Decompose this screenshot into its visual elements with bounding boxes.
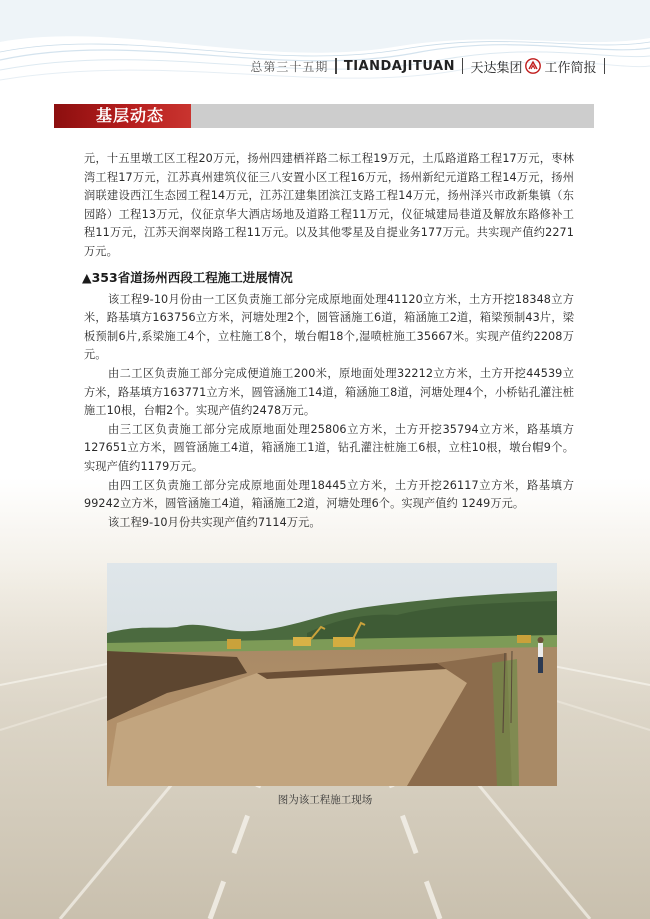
- header-wave-decoration: [0, 0, 650, 100]
- issue-number: 总第三十五期: [250, 59, 329, 74]
- header-divider: [604, 58, 606, 74]
- paragraph-total: 该工程9-10月份共实现产值约7114万元。: [108, 515, 321, 529]
- section-header-bar: [54, 104, 594, 128]
- article-body: [84, 150, 574, 532]
- paragraph-zone-1: 该工程9-10月份由一工区负责施工部分完成原地面处理41120立方米，土方开挖18348立方米，路基填方163756立方米，河塘处理2个，圆管涵施工6道，箱涵施工2道，箱梁预制43片，梁板预制6片,系梁施工4个，立柱施工8个，墩台帽18个,湿喷桩施工35667米。实现产值约2208万元。: [84, 292, 574, 362]
- paragraph-zone-4: 由四工区负责施工部分完成原地面处理18445立方米，土方开挖26117立方米，路基填方99242立方米，圆管涵施工4道，箱涵施工2道，河塘处理6个。实现产值约 1249万元。: [84, 478, 574, 511]
- photo-caption: 图为该工程施工现场: [277, 794, 373, 806]
- page-header: [250, 56, 612, 76]
- brand-chinese-name: 天达集团: [470, 60, 523, 76]
- brand-english-name: TIANDAJITUAN: [343, 58, 455, 74]
- header-divider: [462, 58, 464, 74]
- construction-site-photo: [107, 563, 557, 786]
- company-logo-icon: [525, 58, 541, 74]
- intro-paragraph: 元，十五里墩工区工程20万元，扬州四建栖祥路二标工程19万元，土瓜路道路工程17万元，枣林湾工程17万元，江苏真州建筑仪征三八安置小区工程16万元，扬州新纪元道路工程14万元，扬州润联建设西江生态园工程14万元，江苏江建集团滨江支路工程14万元，扬州泽兴市政新集镇（东园路）工程13万元，仪征京华大酒店场地及道路工程11万元，仪征城建局巷道及解放东路修补工程11万元，江苏天润翠岗路工程11万元。以及其他零星及自提业务177万元。共实现产值约2271万元。: [84, 152, 574, 258]
- section-title: 基层动态: [96, 106, 165, 125]
- header-divider: [335, 58, 337, 74]
- subheading: ▲353省道扬州西段工程施工进展情况: [82, 269, 293, 285]
- paragraph-zone-3: 由三工区负责施工部分完成原地面处理25806立方米，土方开挖35794立方米，路基填方127651立方米，圆管涵施工4道，箱涵施工1道，钻孔灌注桩施工6根，立柱10根，墩台帽9个。实现产值约1179万元。: [84, 422, 574, 473]
- publication-title: 工作简报: [544, 60, 597, 76]
- paragraph-zone-2: 由二工区负责施工部分完成便道施工200米，原地面处理32212立方米，土方开挖44539立方米，路基填方163771立方米，圆管涵施工14道，箱涵施工8道，河塘处理4个，小桥钻孔灌注桩施工10根，台帽2个。实现产值约2478万元。: [84, 366, 574, 418]
